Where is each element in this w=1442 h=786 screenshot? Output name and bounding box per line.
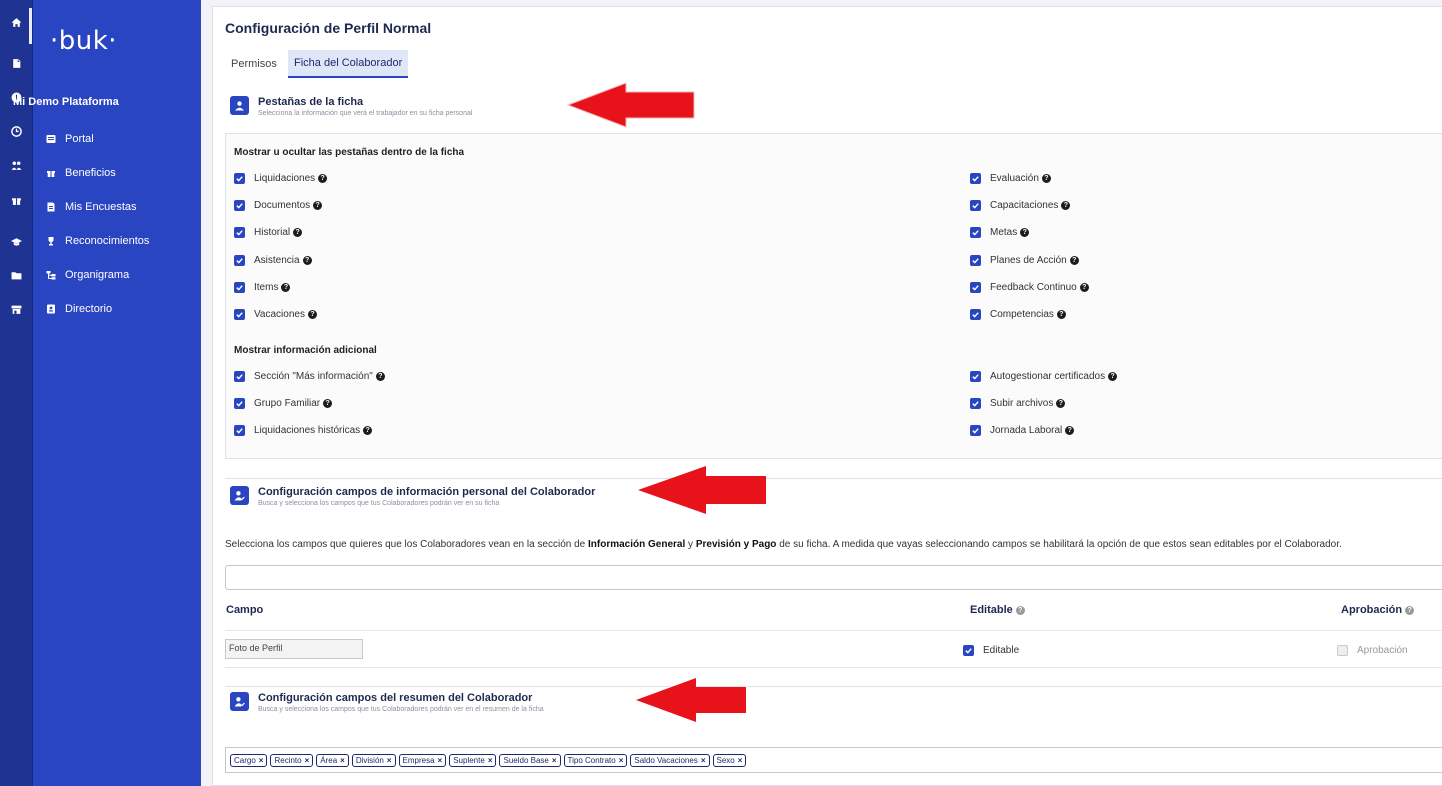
remove-tag-icon[interactable]: × [618, 755, 624, 765]
checkbox-row[interactable] [970, 309, 1066, 320]
checkbox-label: Feedback Continuo [990, 281, 1077, 293]
remove-tag-icon[interactable]: × [340, 755, 345, 765]
help-icon[interactable]: ? [363, 426, 372, 435]
home-icon[interactable] [0, 10, 33, 34]
remove-tag-icon[interactable]: × [551, 755, 557, 765]
help-icon[interactable]: ? [318, 174, 327, 183]
sidebar-item-mis-encuestas[interactable] [46, 198, 137, 216]
checkbox-label: Vacaciones [254, 309, 305, 320]
checkbox-row[interactable] [234, 371, 385, 382]
sidebar-item-organigrama[interactable] [46, 266, 129, 284]
checkbox-checked[interactable] [234, 398, 245, 409]
tag-label: Suplente [453, 755, 485, 765]
group-label-additional: Mostrar información adicional [234, 345, 377, 356]
checkbox-row[interactable] [970, 371, 1117, 382]
sidebar-item-directorio[interactable] [46, 300, 112, 318]
checkbox-checked[interactable] [970, 227, 981, 238]
user-edit-icon [230, 486, 249, 505]
summary-section-header [230, 692, 544, 713]
help-icon[interactable]: ? [1056, 399, 1065, 408]
checkbox-label: Editable [983, 645, 1020, 656]
tag-chip[interactable] [630, 754, 709, 767]
annotation-arrow [634, 677, 748, 723]
help-icon[interactable]: ? [313, 201, 322, 210]
checkbox-row[interactable] [970, 282, 1089, 293]
help-icon[interactable]: ? [308, 310, 317, 319]
tag-chip[interactable] [399, 754, 447, 767]
checkbox-label: Grupo Familiar [254, 398, 321, 409]
tag-label: Saldo Vacaciones [634, 755, 698, 765]
user-edit-icon [230, 692, 249, 711]
survey-icon [46, 202, 56, 212]
sidebar-item-label: Mis Encuestas [65, 201, 137, 213]
fields-search-input[interactable] [225, 565, 1442, 590]
checkbox-row[interactable] [970, 173, 1051, 184]
checkbox-unchecked[interactable] [1337, 645, 1348, 656]
summary-tags-input[interactable] [225, 747, 1442, 773]
checkbox-checked[interactable] [234, 425, 245, 436]
tag-chip[interactable] [713, 754, 747, 767]
user-icon [230, 96, 249, 115]
checkbox-label: Capacitaciones [990, 200, 1059, 212]
gift-icon [46, 168, 56, 178]
tab-permisos[interactable]: Permisos [231, 58, 277, 70]
checkbox-checked[interactable] [970, 200, 981, 211]
checkbox-checked[interactable] [234, 309, 245, 320]
buk-logo[interactable]: ·buk· [50, 26, 118, 56]
help-icon[interactable]: ? [1405, 606, 1414, 615]
personal-section-header [230, 486, 595, 507]
tag-label: Tipo Contrato [567, 755, 616, 765]
table-row-divider [225, 667, 1442, 668]
help-icon[interactable]: ? [303, 256, 312, 265]
sidebar-item-label: Directorio [65, 303, 113, 315]
column-header-aprobacion: Aprobación ? [1341, 604, 1414, 616]
group-label-tabs: Mostrar u ocultar las pestañas dentro de la ficha [234, 147, 465, 158]
checkbox-label: Asistencia [254, 254, 300, 266]
folder-icon[interactable] [0, 263, 33, 287]
remove-tag-icon[interactable]: × [258, 755, 264, 765]
checkbox-row[interactable] [234, 173, 327, 184]
checkbox-checked[interactable] [234, 282, 245, 293]
tabs-section-header [230, 96, 472, 117]
checkbox-checked[interactable] [234, 173, 245, 184]
tag-label: División [355, 755, 384, 765]
checkbox-checked[interactable] [970, 309, 981, 320]
tag-label: Sueldo Base [503, 755, 549, 765]
checkbox-label: Competencias [990, 309, 1054, 320]
checkbox-label: Items [254, 281, 279, 293]
document-icon[interactable] [0, 51, 33, 75]
sidebar-item-reconocimientos[interactable] [46, 232, 149, 250]
help-icon[interactable]: ? [293, 228, 302, 237]
store-icon[interactable] [0, 297, 33, 321]
checkbox-checked[interactable] [970, 371, 981, 382]
checkbox-row[interactable] [234, 425, 372, 436]
checkbox-row[interactable] [234, 398, 332, 409]
checkbox-checked[interactable] [234, 227, 245, 238]
tag-chip[interactable] [564, 754, 628, 767]
checkbox-row[interactable] [970, 425, 1074, 436]
section-subtitle: Selecciona la información que verá el trabajador en su ficha personal [258, 110, 473, 117]
help-icon[interactable]: ? [1057, 310, 1066, 319]
checkbox-label: Historial [254, 227, 291, 239]
checkbox-row[interactable] [970, 227, 1029, 238]
org-chart-icon [46, 270, 56, 280]
checkbox-label: Planes de Acción [990, 254, 1067, 266]
checkbox-checked[interactable] [970, 398, 981, 409]
tag-label: Recinto [274, 755, 302, 765]
sidebar-item-portal[interactable] [46, 130, 94, 148]
remove-tag-icon[interactable]: × [487, 755, 493, 765]
tag-label: Sexo [716, 755, 735, 765]
checkbox-label: Jornada Laboral [990, 425, 1063, 436]
checkbox-checked[interactable] [963, 645, 974, 656]
org-name: Mi Demo Plataforma [13, 96, 119, 108]
help-icon[interactable]: ? [1061, 201, 1070, 210]
people-icon[interactable] [0, 153, 33, 177]
help-icon[interactable]: ? [1065, 426, 1074, 435]
sidebar-item-label: Reconocimientos [65, 235, 150, 247]
tag-chip[interactable] [352, 754, 396, 767]
sidebar [33, 0, 201, 786]
checkbox-checked[interactable] [970, 425, 981, 436]
help-icon[interactable]: ? [1016, 606, 1025, 615]
section-title: Pestañas de la ficha [258, 96, 364, 108]
sidebar-item-label: Beneficios [65, 167, 116, 179]
tag-chip[interactable] [316, 754, 349, 767]
checkbox-checked[interactable] [234, 371, 245, 382]
tag-chip[interactable] [270, 754, 313, 767]
checkbox-row[interactable] [234, 255, 312, 266]
annotation-arrow [636, 465, 768, 515]
sidebar-item-label: Organigrama [65, 269, 130, 281]
tag-label: Área [320, 755, 338, 765]
help-icon[interactable]: ? [1020, 228, 1029, 237]
editable-checkbox-row[interactable] [963, 645, 1019, 656]
tab-ficha-del-colaborador[interactable]: Ficha del Colaborador [288, 50, 408, 78]
remove-tag-icon[interactable]: × [700, 755, 706, 765]
checkbox-label: Aprobación [1357, 645, 1408, 656]
checkbox-label: Autogestionar certificados [990, 371, 1106, 382]
checkbox-checked[interactable] [970, 255, 981, 266]
tabs-section-card [225, 133, 1442, 459]
tag-label: Empresa [402, 755, 435, 765]
help-icon[interactable]: ? [1080, 283, 1089, 292]
checkbox-label: Subir archivos [990, 398, 1054, 409]
remove-tag-icon[interactable]: × [737, 755, 743, 765]
table-header-divider [225, 630, 1442, 631]
checkbox-checked[interactable] [234, 255, 245, 266]
tag-chip[interactable] [230, 754, 267, 767]
checkbox-label: Liquidaciones históricas [254, 425, 361, 436]
gift-icon[interactable] [0, 188, 33, 212]
column-header-campo: Campo [226, 604, 264, 616]
field-name-foto-de-perfil: Foto de Perfil [225, 639, 363, 659]
annotation-arrow [566, 82, 696, 128]
checkbox-row[interactable] [970, 200, 1070, 211]
section-title: Configuración campos de información personal del Colaborador [258, 486, 596, 498]
help-icon[interactable]: ? [281, 283, 290, 292]
checkbox-row[interactable] [970, 398, 1065, 409]
checkbox-label: Documentos [254, 200, 311, 212]
remove-tag-icon[interactable]: × [304, 755, 310, 765]
checkbox-label: Liquidaciones [254, 173, 316, 184]
help-icon[interactable]: ? [1070, 256, 1079, 265]
remove-tag-icon[interactable]: × [386, 755, 392, 765]
checkbox-checked[interactable] [970, 173, 981, 184]
section-title: Configuración campos del resumen del Colaborador [258, 692, 533, 704]
sidebar-item-label: Portal [65, 133, 94, 145]
checkbox-checked[interactable] [970, 282, 981, 293]
aprobacion-checkbox-row[interactable] [1337, 645, 1408, 656]
checkbox-row[interactable] [234, 282, 290, 293]
checkbox-row[interactable] [234, 200, 322, 211]
trophy-icon [46, 236, 56, 246]
personal-instructions: Selecciona los campos que quieres que los Colaboradores vean en la sección de Información General y Previsión y Pago de su ficha. A medida que vayas seleccionando campos se habilitará la opción de que estos sean editables por el Colaborador. [225, 539, 1342, 550]
section-subtitle: Busca y selecciona los campos que tus Colaboradores podrán ver en el resumen de la ficha [258, 706, 544, 713]
section-divider [225, 686, 1442, 687]
help-icon[interactable]: ? [376, 372, 385, 381]
section-subtitle: Busca y selecciona los campos que tus Colaboradores podrán ver en su ficha [258, 500, 500, 507]
section-divider [225, 478, 1442, 479]
help-icon[interactable]: ? [1042, 174, 1051, 183]
sidebar-item-beneficios[interactable] [46, 164, 116, 182]
newspaper-icon [46, 134, 56, 144]
checkbox-label: Evaluación [990, 173, 1039, 184]
help-icon[interactable]: ? [1108, 372, 1117, 381]
page-title: Configuración de Perfil Normal [225, 20, 432, 36]
checkbox-checked[interactable] [234, 200, 245, 211]
tag-chip[interactable] [449, 754, 496, 767]
help-icon[interactable]: ? [323, 399, 332, 408]
graduation-icon[interactable] [0, 229, 33, 253]
column-header-editable: Editable ? [970, 604, 1025, 616]
directory-icon [46, 304, 56, 314]
remove-tag-icon[interactable]: × [437, 755, 443, 765]
icon-rail [0, 0, 33, 786]
checkbox-row[interactable] [234, 227, 302, 238]
tag-label: Cargo [234, 755, 256, 765]
checkbox-row[interactable] [970, 255, 1079, 266]
clock-icon[interactable] [0, 119, 33, 143]
tag-chip[interactable] [499, 754, 560, 767]
checkbox-label: Sección "Más información" [254, 371, 373, 382]
checkbox-label: Metas [990, 227, 1018, 239]
checkbox-row[interactable] [234, 309, 317, 320]
